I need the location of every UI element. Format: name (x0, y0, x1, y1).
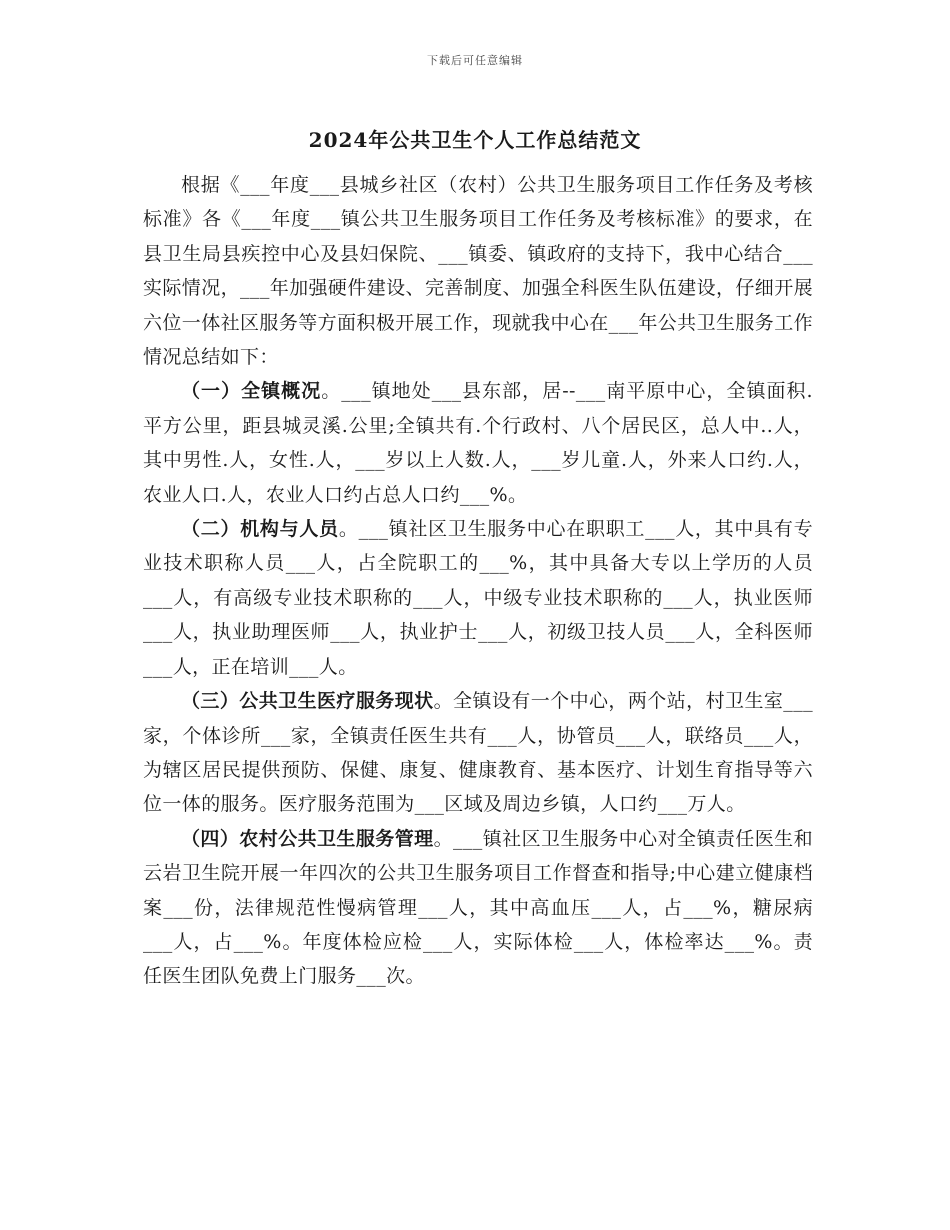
section-heading-3: （三）公共卫生医疗服务现状 (181, 690, 434, 713)
document-body (143, 168, 813, 994)
section-paragraph-1 (143, 374, 813, 512)
section-paragraph-2 (143, 512, 813, 684)
section-text-3: 。全镇设有一个中心，两个站，村卫生室___家，个体诊所___家，全镇责任医生共有___人，协管员___人，联络员___人，为辖区居民提供预防、保健、康复、健康教育、基本医疗、计划生育指导等六位一体的服务。医疗服务范围为___区域及周边乡镇，人口约___万人。 (143, 690, 813, 816)
section-heading-2: （二）机构与人员 (181, 518, 339, 541)
section-text-1: 。___镇地处___县东部，居--___南平原中心，全镇面积.平方公里，距县城灵溪.公里;全镇共有.个行政村、八个居民区，总人中..人，其中男性.人，女性.人，___岁以上人数.人，___岁儿童.人，外来人口约.人，农业人口.人，农业人口约占总人口约___%。 (143, 380, 813, 506)
section-heading-1: （一）全镇概况 (181, 380, 322, 403)
section-text-2: 。___镇社区卫生服务中心在职职工___人，其中具有专业技术职称人员___人，占全院职工的___%，其中具备大专以上学历的人员___人，有高级专业技术职称的___人，中级专业技术职称的___人，执业医师___人，执业助理医师___人，执业护士___人，初级卫技人员___人，全科医师___人，正在培训___人。 (143, 518, 813, 678)
section-paragraph-3 (143, 684, 813, 822)
intro-paragraph: 根据《___年度___县城乡社区（农村）公共卫生服务项目工作任务及考核标准》各《___年度___镇公共卫生服务项目工作任务及考核标准》的要求，在县卫生局县疾控中心及县妇保院、___镇委、镇政府的支持下，我中心结合___实际情况，___年加强硬件建设、完善制度、加强全科医生队伍建设，仔细开展六位一体社区服务等方面积极开展工作，现就我中心在___年公共卫生服务工作情况总结如下： (143, 174, 813, 369)
section-paragraph-4 (143, 822, 813, 994)
document-title: 2024年公共卫生个人工作总结范文 (308, 128, 642, 152)
section-text-4: 。___镇社区卫生服务中心对全镇责任医生和云岩卫生院开展一年四次的公共卫生服务项目工作督查和指导;中心建立健康档案___份，法律规范性慢病管理___人，其中高血压___人，占___%，糖尿病___人，占___%。年度体检应检___人，实际体检___人，体检率达___%。责任医生团队免费上门服务___次。 (143, 827, 813, 988)
section-heading-4: （四）农村公共卫生服务管理 (181, 827, 434, 850)
header-note: 下载后可任意编辑 (427, 54, 523, 67)
